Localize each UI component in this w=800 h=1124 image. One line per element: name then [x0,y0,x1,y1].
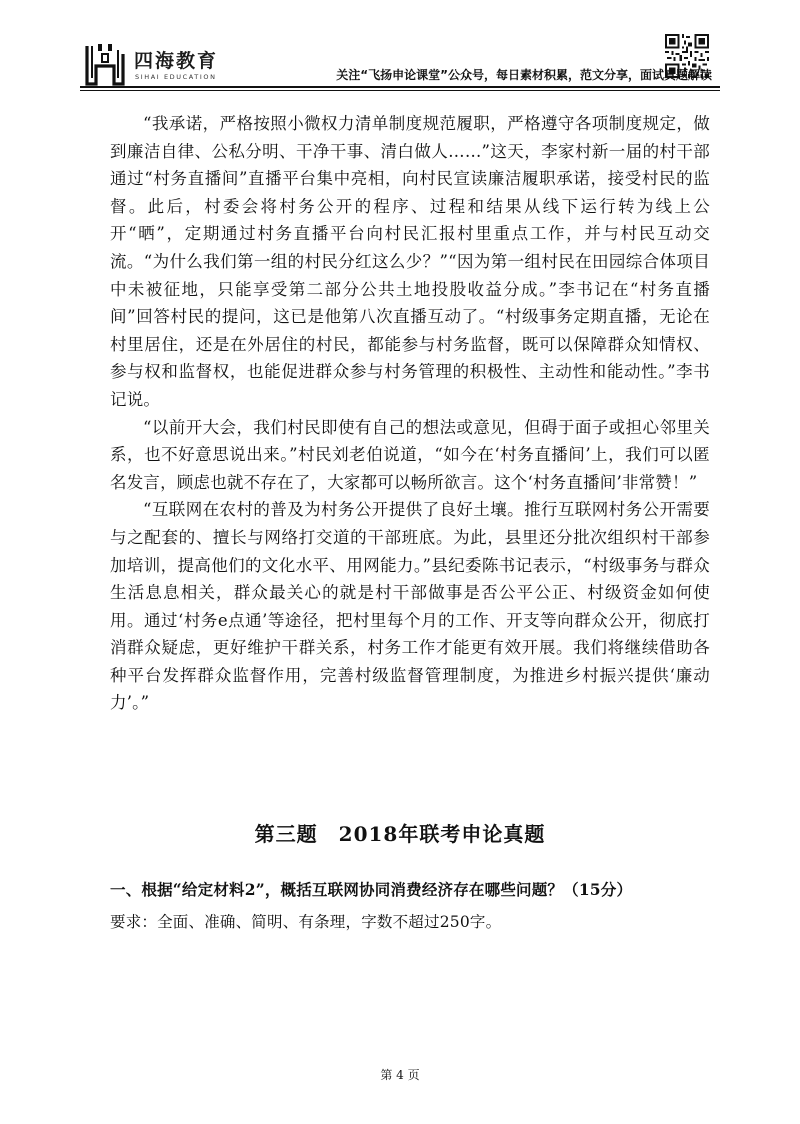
section-title: 第三题 2018年联考申论真题 [254,822,546,846]
header-divider [80,86,720,88]
requirement-text: 要求：全面、准确、简明、有条理，字数不超过250字。 [110,913,502,931]
material-body [110,110,710,717]
body-paragraph: “以前开大会，我们村民即使有自己的想法或意见，但碍于面子或担心邻里关系，也不好意思说出来。”村民刘老伯说道，“如今在‘村务直播间’上，我们可以匿名发言，顾虑也就不存在了，大家都可以畅所欲言。这个‘村务直播间’非常赞！” [110,417,710,492]
body-paragraph: “互联网在农村的普及为村务公开提供了良好土壤。推行互联网村务公开需要与之配套的、擅长与网络打交道的干部班底。为此，县里还分批次组织村干部参加培训，提高他们的文化水平、用网能力。”县纪委陈书记表示，“村级事务与群众生活息息相关，群众最关心的就是村干部做事是否公平公正、村级资金如何使用。通过‘村务e点通’等途径，把村里每个月的工作、开支等向群众公开，彻底打消群众疑虑，更好维护干群关系，村务工作才能更有效开展。我们将继续借助各种平台发挥群众监督作用，完善村级监督管理制度，为推进乡村振兴提供‘廉动力’。” [110,500,710,713]
sihai-logo-icon [84,42,128,88]
logo-name-cn: 四海教育 [134,50,219,72]
body-paragraph: “我承诺，严格按照小微权力清单制度规范履职，严格遵守各项制度规定，做到廉洁自律、公私分明、干净干事、清白做人……”这天，李家村新一届的村干部通过“村务直播间”直播平台集中亮相，向村民宣读廉洁履职承诺，接受村民的监督。此后，村委会将村务公开的程序、过程和结果从线下运行转为线上公开“晒”，定期通过村务直播平台向村民汇报村里重点工作，并与村民互动交流。“为什么我们第一组的村民分红这么少？”“因为第一组村民在田园综合体项目中未被征地，只能享受第二部分公共土地投股收益分成。”李书记在“村务直播间”回答村民的提问，这已是他第八次直播互动了。“村级事务定期直播，无论在村里居住，还是在外居住的村民，都能参与村务监督，既可以保障群众知情权、参与权和监督权，也能促进群众参与村务管理的积极性、主动性和能动性。”李书记说。 [110,114,710,409]
page-number: 第 4 页 [380,1068,420,1082]
logo-name-en: SIHAI EDUCATION [135,73,217,81]
page-header [0,0,800,100]
question-text: 一、根据“给定材料2”，概括互联网协同消费经济存在哪些问题？（15分） [110,880,633,899]
header-slogan: 关注“飞扬申论课堂”公众号，每日素材积累，范文分享，面试真题解读 [336,68,712,82]
header-divider-thin [80,90,720,91]
